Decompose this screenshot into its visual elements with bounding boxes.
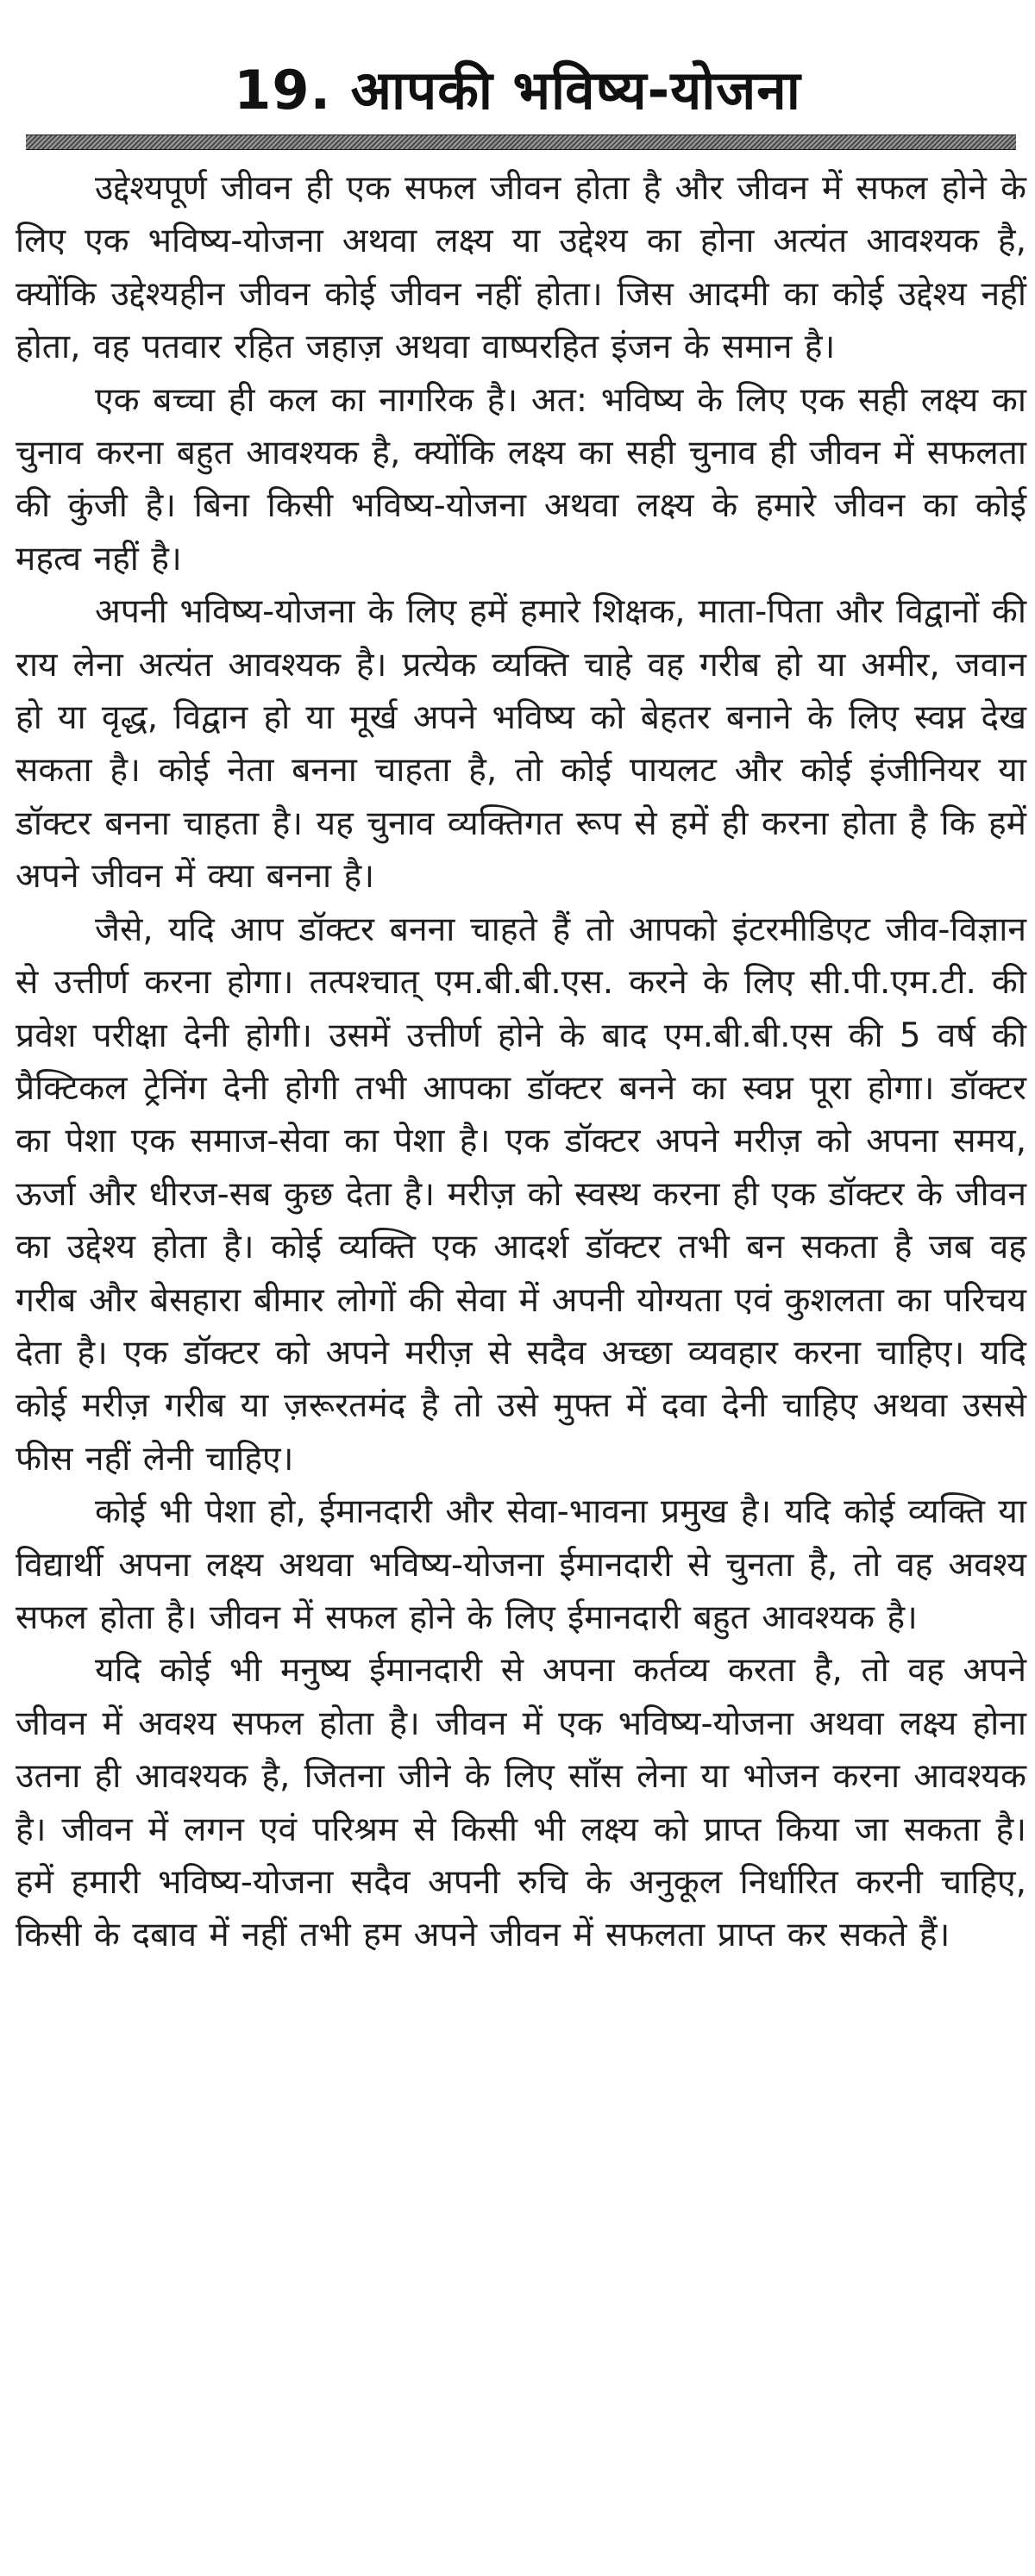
paragraph-4: जैसे, यदि आप डॉक्टर बनना चाहते हैं तो आपको इंटरमीडिएट जीव-विज्ञान से उत्तीर्ण करना होगा। तत्पश्चात् एम.बी.बी.एस. करने के लिए सी.पी.एम.टी. की प्रवेश परीक्षा देनी होगी। उसमें उत्तीर्ण होने के बाद एम.बी.बी.एस की 5 वर्ष की प्रैक्टिकल ट्रेनिंग देनी होगी तभी आपका डॉक्टर बनने का स्वप्न पूरा होगा। डॉक्टर का पेशा एक समाज-सेवा का पेशा है। एक डॉक्टर अपने मरीज़ को अपना समय, ऊर्जा और धीरज-सब कुछ देता है। मरीज़ को स्वस्थ करना ही एक डॉक्टर के जीवन का उद्देश्य होता है। कोई व्यक्ति एक आदर्श डॉक्टर तभी बन सकता है जब वह गरीब और बेसहारा बीमार लोगों की सेवा में अपनी योग्यता एवं कुशलता का परिचय देता है। एक डॉक्टर को अपने मरीज़ से सदैव अच्छा व्यवहार करना चाहिए। यदि कोई मरीज़ गरीब या ज़रूरतमंद है तो उसे मुफ्त में दवा देनी चाहिए अथवा उससे फीस नहीं लेनी चाहिए। [16,910,1026,1479]
page-title: 19. आपकी भविष्य-योजना [234,59,801,122]
essay-body [7,162,1028,1962]
paragraph-3: अपनी भविष्य-योजना के लिए हमें हमारे शिक्षक, माता-पिता और विद्वानों की राय लेना अत्यंत आवश्यक है। प्रत्येक व्यक्ति चाहे वह गरीब हो या अमीर, जवान हो या वृद्ध, विद्वान हो या मूर्ख अपने भविष्य को बेहतर बनाने के लिए स्वप्न देख सकता है। कोई नेता बनना चाहता है, तो कोई पायलट और कोई इंजीनियर या डॉक्टर बनना चाहता है। यह चुनाव व्यक्तिगत रूप से हमें ही करना होता है कि हमें अपने जीवन में क्या बनना है। [16,592,1026,897]
paragraph-1: उद्देश्यपूर्ण जीवन ही एक सफल जीवन होता है और जीवन में सफल होने के लिए एक भविष्य-योजना अथवा लक्ष्य या उद्देश्य का होना अत्यंत आवश्यक है, क्योंकि उद्देश्यहीन जीवन कोई जीवन नहीं होता। जिस आदमी का कोई उद्देश्य नहीं होता, वह पतवार रहित जहाज़ अथवा वाष्परहित इंजन के समान है। [16,169,1026,367]
paragraph-2: एक बच्चा ही कल का नागरिक है। अत: भविष्य के लिए एक सही लक्ष्य का चुनाव करना बहुत आवश्यक है, क्योंकि लक्ष्य का सही चुनाव ही जीवन में सफलता की कुंजी है। बिना किसी भविष्य-योजना अथवा लक्ष्य के हमारे जीवन का कोई महत्व नहीं है। [16,380,1026,578]
title-divider [26,134,1016,150]
paragraph-6: यदि कोई भी मनुष्य ईमानदारी से अपना कर्तव्य करता है, तो वह अपने जीवन में अवश्य सफल होता है। जीवन में एक भविष्य-योजना अथवा लक्ष्य होना उतना ही आवश्यक है, जितना जीने के लिए साँस लेना या भोजन करना आवश्यक है। जीवन में लगन एवं परिश्रम से किसी भी लक्ष्य को प्राप्त किया जा सकता है। हमें हमारी भविष्य-योजना सदैव अपनी रुचि के अनुकूल निर्धारित करनी चाहिए, किसी के दबाव में नहीं तभी हम अपने जीवन में सफलता प्राप्त कर सकते हैं। [16,1651,1026,1955]
paragraph-5: कोई भी पेशा हो, ईमानदारी और सेवा-भावना प्रमुख है। यदि कोई व्यक्ति या विद्यार्थी अपना लक्ष्य अथवा भविष्य-योजना ईमानदारी से चुनता है, तो वह अवश्य सफल होता है। जीवन में सफल होने के लिए ईमानदारी बहुत आवश्यक है। [16,1492,1026,1637]
